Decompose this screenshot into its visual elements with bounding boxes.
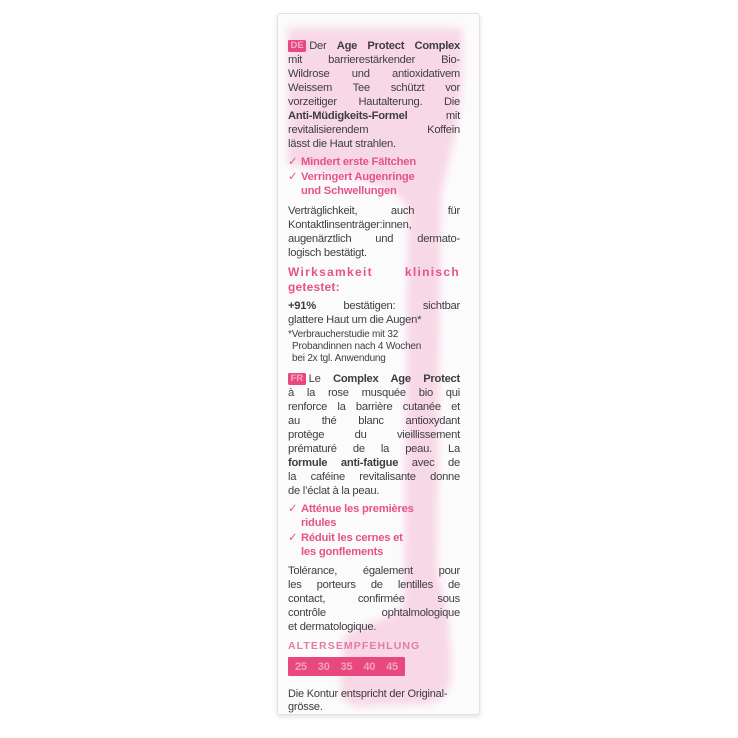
text-segment: avec de	[398, 457, 461, 469]
text-segment: getestet:	[288, 280, 340, 294]
text-segment: mit barrierestärkender Bio-	[288, 54, 460, 66]
text-line	[288, 578, 460, 592]
text-segment: contact, confirmée sous	[288, 593, 460, 605]
text-line	[288, 67, 460, 81]
text-segment: Wildrose und antioxidativem	[288, 68, 460, 80]
text-line	[301, 502, 460, 516]
text-segment: Verträglichkeit, auch für	[288, 205, 460, 217]
text-line	[288, 204, 460, 218]
text-line	[288, 564, 460, 578]
text-line	[288, 81, 460, 95]
check-icon: ✓	[288, 171, 298, 183]
benefit-text	[301, 531, 460, 559]
benefit-text	[301, 170, 460, 198]
text-line	[288, 280, 460, 295]
text-line	[288, 442, 460, 456]
text-segment: ridules	[301, 517, 337, 529]
text-line	[288, 470, 460, 484]
text-line	[288, 414, 460, 428]
text-segment: bestätigen: sichtbar	[315, 300, 460, 312]
age-recommendation-label: ALTERSEMPFEHLUNG	[288, 640, 421, 652]
packaging-panel	[277, 13, 480, 715]
de-paragraph	[288, 39, 460, 151]
age-value: 30	[317, 660, 330, 673]
text-segment: et dermatologique.	[288, 621, 377, 633]
text-segment: Mindert erste Fältchen	[301, 156, 416, 168]
text-segment: Anti-Müdigkeits-Formel	[288, 110, 408, 122]
text-segment: renforce la barrière cutanée et	[288, 401, 460, 413]
text-segment: au thé blanc antioxydant	[288, 415, 460, 427]
text-line	[288, 123, 460, 137]
de-tolerance-paragraph	[288, 204, 460, 260]
text-segment: lässt die Haut strahlen.	[288, 138, 396, 150]
text-segment: mit	[407, 110, 460, 122]
text-segment: Verringert Augenringe	[301, 171, 415, 183]
text-segment: Réduit les cernes et	[301, 532, 403, 544]
text-line	[288, 53, 460, 67]
text-line	[288, 688, 460, 701]
text-line	[301, 184, 460, 198]
de-benefit-list	[288, 155, 460, 198]
text-segment: contrôle ophtalmologique	[288, 607, 460, 619]
text-line	[288, 218, 460, 232]
lang-badge-de: DE	[288, 40, 306, 52]
text-line	[288, 246, 460, 260]
text-segment: Probandinnen nach 4 Wochen	[292, 341, 422, 352]
text-line	[288, 232, 460, 246]
panel-content	[288, 39, 460, 714]
text-line	[288, 428, 460, 442]
text-segment: prématuré de la peau. La	[288, 443, 460, 455]
text-segment: Atténue les premières	[301, 503, 414, 515]
age-value: 40	[363, 660, 376, 673]
benefit-text	[301, 502, 460, 530]
check-icon: ✓	[288, 156, 298, 168]
study-footnote	[288, 329, 460, 365]
text-line	[288, 484, 460, 498]
text-line	[288, 109, 460, 123]
text-segment: protège du vieillissement	[288, 429, 460, 441]
text-segment: les porteurs de lentilles de	[288, 579, 460, 591]
text-segment: Kontaktlinsenträger:innen,	[288, 219, 412, 231]
text-segment: Wirksamkeit klinisch	[288, 265, 460, 279]
text-segment: +91%	[288, 300, 316, 312]
text-segment: Weissem Tee schützt vor	[288, 82, 460, 94]
text-line	[301, 531, 460, 545]
lang-badge-fr: FR	[288, 373, 306, 385]
text-segment: à la rose musquée bio qui	[288, 387, 460, 399]
text-line	[288, 592, 460, 606]
check-icon: ✓	[288, 503, 298, 515]
text-segment: Age Protect Complex	[336, 40, 460, 52]
text-line	[288, 701, 460, 714]
text-line	[288, 456, 460, 470]
fr-benefit-item-2	[288, 531, 460, 559]
text-line	[288, 299, 460, 313]
text-segment: und Schwellungen	[301, 185, 397, 197]
text-segment: augenärztlich und dermato-	[288, 233, 460, 245]
efficacy-stat	[288, 299, 460, 327]
contour-note	[288, 688, 460, 714]
text-segment: Der	[309, 40, 337, 52]
text-line	[301, 170, 460, 184]
efficacy-heading	[288, 265, 460, 295]
text-line	[301, 516, 460, 530]
text-line	[301, 545, 460, 559]
text-segment: logisch bestätigt.	[288, 247, 367, 259]
text-line	[288, 372, 460, 386]
text-segment: vorzeitiger Hautalterung. Die	[288, 96, 460, 108]
text-segment: glattere Haut um die Augen*	[288, 314, 422, 326]
text-line	[288, 313, 460, 327]
text-segment: grösse.	[288, 701, 323, 714]
benefit-text	[301, 155, 460, 169]
text-line	[288, 39, 460, 53]
text-segment: formule anti-fatigue	[288, 457, 399, 469]
fr-paragraph	[288, 372, 460, 498]
text-segment: revitalisierendem Koffein	[288, 124, 460, 136]
text-line	[288, 620, 460, 634]
text-segment: Le	[308, 373, 333, 385]
text-segment: la caféine revitalisante donne	[288, 471, 460, 483]
text-segment: Die Kontur entspricht der Original-	[288, 688, 448, 700]
text-line	[288, 353, 460, 365]
check-icon: ✓	[288, 532, 298, 544]
text-line	[288, 329, 460, 341]
text-segment: de l’éclat à la peau.	[288, 485, 380, 497]
text-line	[288, 386, 460, 400]
age-value: 25	[295, 660, 307, 673]
de-benefit-item-2	[288, 170, 460, 198]
text-segment: les gonflements	[301, 546, 384, 558]
fr-tolerance-paragraph	[288, 564, 460, 634]
age-value: 35	[340, 660, 353, 673]
text-line	[288, 341, 460, 353]
fr-benefit-list	[288, 502, 460, 559]
fr-benefit-item-1	[288, 502, 460, 530]
age-value: 45	[386, 660, 398, 673]
text-line	[288, 265, 460, 280]
text-line	[288, 400, 460, 414]
de-benefit-item-1	[288, 155, 460, 169]
text-line	[288, 137, 460, 151]
text-segment: *Verbraucherstudie mit 32	[288, 329, 399, 340]
text-segment: bei 2x tgl. Anwendung	[292, 353, 386, 364]
text-segment: Tolérance, également pour	[288, 565, 460, 577]
age-recommendation-bar	[288, 657, 405, 676]
text-line	[301, 155, 460, 169]
text-line	[288, 606, 460, 620]
text-segment: Complex Age Protect	[333, 373, 460, 385]
text-line	[288, 95, 460, 109]
